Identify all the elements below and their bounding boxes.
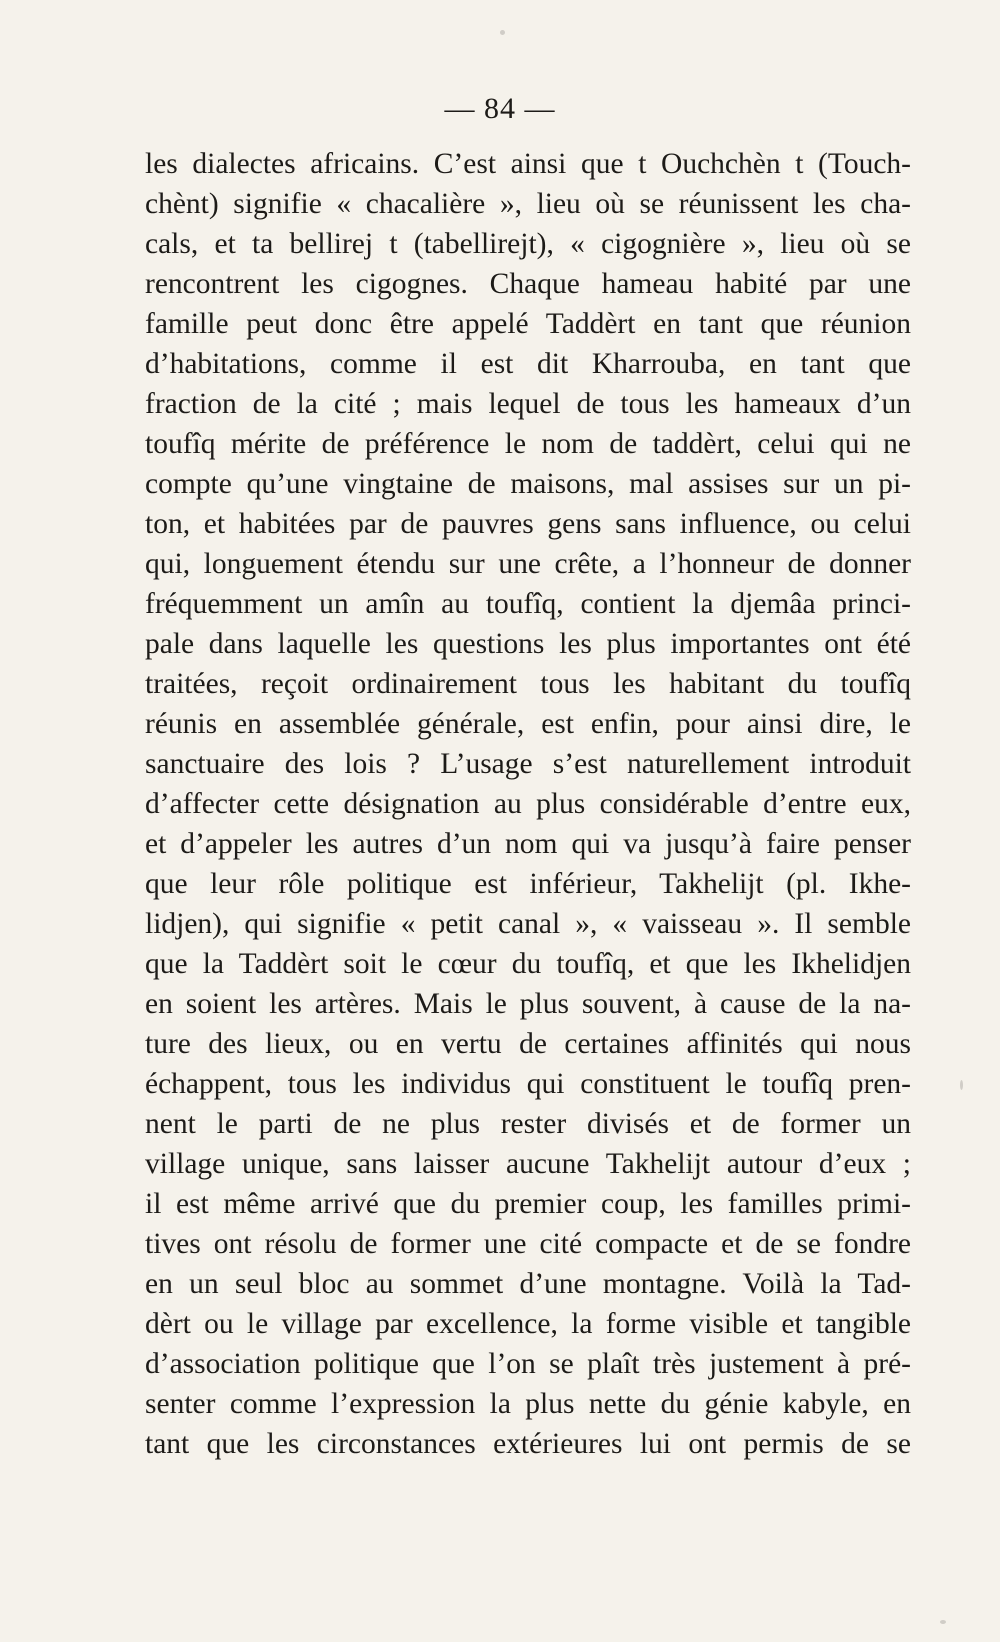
text-line: les dialectes africains. C’est ainsi que t Ouchchèn t (Touch- [145,148,911,180]
text-line: senter comme l’expression la plus nette du génie kabyle, en [145,1388,911,1420]
text-line: et d’appeler les autres d’un nom qui va jusqu’à faire penser [145,828,911,860]
text-line: fraction de la cité ; mais lequel de tous les hameaux d’un [145,388,911,420]
text-line: fréquemment un amîn au toufîq, contient la djemâa princi- [145,588,911,620]
text-line: chènt) signifie « chacalière », lieu où se réunissent les cha- [145,188,911,220]
text-line: village unique, sans laisser aucune Takhelijt autour d’eux ; [145,1148,911,1180]
text-line: que la Taddèrt soit le cœur du toufîq, et que les Ikhelidjen [145,948,911,980]
text-line: lidjen), qui signifie « petit canal », « vaisseau ». Il semble [145,908,911,940]
body-text [145,144,911,1464]
paper-speck [940,1620,946,1624]
text-line: famille peut donc être appelé Taddèrt en tant que réunion [145,308,911,340]
text-line: en soient les artères. Mais le plus souvent, à cause de la na- [145,988,911,1020]
text-line: rencontrent les cigognes. Chaque hameau habité par une [145,268,911,300]
paper-speck [500,30,505,35]
text-line: d’association politique que l’on se plaît très justement à pré- [145,1348,911,1380]
text-line: ton, et habitées par de pauvres gens sans influence, ou celui [145,508,911,540]
text-line: échappent, tous les individus qui constituent le toufîq pren- [145,1068,911,1100]
text-line: ture des lieux, ou en vertu de certaines affinités qui nous [145,1028,911,1060]
text-line: cals, et ta bellirej t (tabellirejt), « cigognière », lieu où se [145,228,911,260]
text-line: traitées, reçoit ordinairement tous les habitant du toufîq [145,668,911,700]
text-line: tant que les circonstances extérieures lui ont permis de se [145,1428,911,1460]
text-line: sanctuaire des lois ? L’usage s’est naturellement introduit [145,748,911,780]
text-line: que leur rôle politique est inférieur, Takhelijt (pl. Ikhe- [145,868,911,900]
text-line: qui, longuement étendu sur une crête, a l’honneur de donner [145,548,911,580]
text-line: réunis en assemblée générale, est enfin, pour ainsi dire, le [145,708,911,740]
text-line: compte qu’une vingtaine de maisons, mal assises sur un pi- [145,468,911,500]
text-line: pale dans laquelle les questions les plus importantes ont été [145,628,911,660]
text-line: en un seul bloc au sommet d’une montagne. Voilà la Tad- [145,1268,911,1300]
text-line: il est même arrivé que du premier coup, les familles primi- [145,1188,911,1220]
text-line: nent le parti de ne plus rester divisés et de former un [145,1108,911,1140]
text-line: toufîq mérite de préférence le nom de taddèrt, celui qui ne [145,428,911,460]
paper-speck [960,1080,963,1090]
text-line: d’habitations, comme il est dit Kharrouba, en tant que [145,348,911,380]
text-line: d’affecter cette désignation au plus considérable d’entre eux, [145,788,911,820]
text-line: tives ont résolu de former une cité compacte et de se fondre [145,1228,911,1260]
page-number: — 84 — [444,92,556,125]
text-line: dèrt ou le village par excellence, la forme visible et tangible [145,1308,911,1340]
